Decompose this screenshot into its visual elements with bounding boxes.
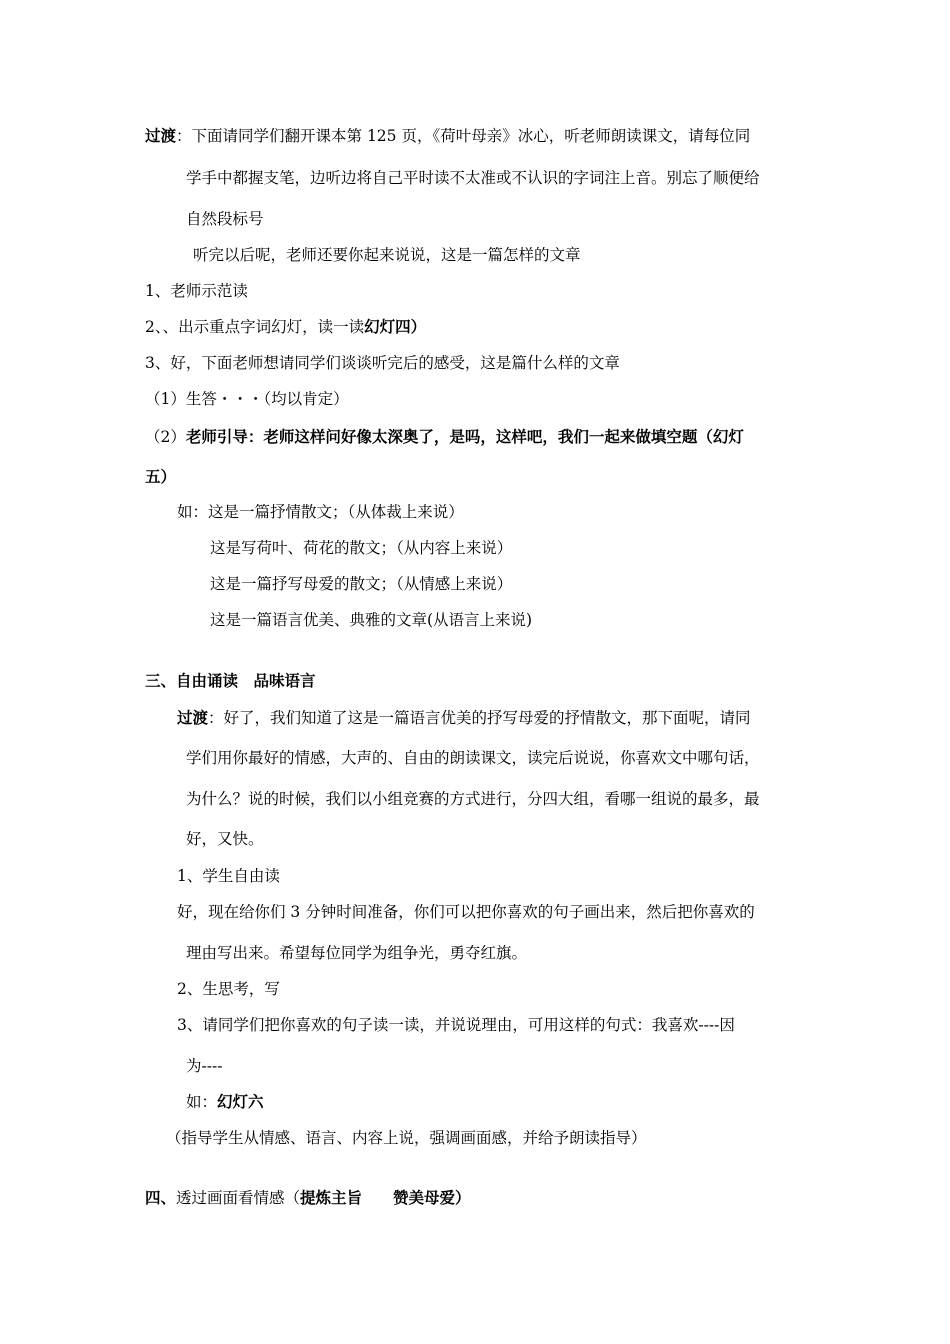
text-line <box>186 209 264 229</box>
line-tail: 老师引导：老师这样问好像太深奥了，是吗，这样吧，我们一起来做填空题（幻灯 <box>185 427 744 446</box>
text-line <box>145 389 349 409</box>
text-line <box>186 789 760 809</box>
line-text: 3、好，下面老师想请同学们谈谈听完后的感受，这是篇什么样的文章 <box>145 354 620 372</box>
line-text: ：好了，我们知道了这是一篇语言优美的抒写母爱的抒情散文，那下面呢，请同 <box>208 709 751 727</box>
line-text: 如： <box>186 1093 218 1111</box>
line-text: 听完以后呢，老师还要你起来说说，这是一篇怎样的文章 <box>193 246 581 264</box>
text-line <box>145 467 176 487</box>
line-lead: 五） <box>145 467 177 486</box>
line-text: 这是写荷叶、荷花的散文；（从内容上来说） <box>210 539 513 557</box>
text-line <box>210 574 512 594</box>
line-text: 1、学生自由读 <box>177 867 280 885</box>
text-line <box>177 708 751 728</box>
text-line <box>145 353 620 373</box>
line-text: 理由写出来。希望每位同学为组争光，勇夺红旗。 <box>186 944 528 962</box>
line-tail: 幻灯六 <box>217 1092 264 1111</box>
text-line <box>186 1056 222 1076</box>
line-text: 这是一篇语言优美、典雅的文章(从语言上来说) <box>210 611 533 629</box>
line-text: （2） <box>145 428 186 446</box>
line-tail: 提炼主旨 赞美母爱） <box>300 1188 471 1207</box>
text-line <box>186 168 760 188</box>
text-line <box>177 1015 735 1035</box>
line-text: 如：这是一篇抒情散文；（从体裁上来说） <box>177 503 464 521</box>
line-tail: 幻灯四） <box>364 317 427 336</box>
line-text: 透过画面看情感（ <box>176 1189 301 1207</box>
line-text: ：下面请同学们翻开课本第 125 页，《荷叶母亲》冰心，听老师朗读课文，请每位同 <box>176 127 751 145</box>
text-line <box>145 317 426 337</box>
text-line <box>177 979 280 999</box>
text-line <box>210 538 512 558</box>
text-line <box>186 1092 264 1112</box>
line-text: 这是一篇抒写母爱的散文；（从情感上来说） <box>210 575 513 593</box>
line-lead: 过渡 <box>145 126 177 145</box>
section-heading <box>145 671 316 691</box>
line-text: 3、请同学们把你喜欢的句子读一读，并说说理由，可用这样的句式：我喜欢----因 <box>177 1016 735 1034</box>
section-heading <box>145 1188 471 1208</box>
text-line <box>186 943 527 963</box>
text-line <box>145 126 750 146</box>
line-lead: 四、 <box>145 1188 177 1207</box>
line-text: 好，又快。 <box>186 830 264 848</box>
line-text: 学们用你最好的情感，大声的、自由的朗读课文，读完后说说，你喜欢文中哪句话， <box>186 749 760 767</box>
text-line <box>210 610 532 630</box>
line-text: 自然段标号 <box>186 210 264 228</box>
line-text: 为---- <box>186 1057 223 1075</box>
line-text: 1、老师示范读 <box>145 282 248 300</box>
line-text: （指导学生从情感、语言、内容上说，强调画面感，并给予朗读指导） <box>166 1129 647 1147</box>
line-lead: 过渡 <box>177 708 209 727</box>
text-line <box>145 427 744 447</box>
text-line <box>186 829 264 849</box>
text-line <box>193 245 581 265</box>
text-line <box>166 1128 647 1148</box>
text-line <box>177 866 280 886</box>
line-text: （1）生答・・・（均以肯定） <box>145 390 349 408</box>
line-text: 好，现在给你们 3 分钟时间准备，你们可以把你喜欢的句子画出来，然后把你喜欢的 <box>177 903 755 921</box>
text-line <box>177 502 464 522</box>
line-text: 学手中都握支笔，边听边将自己平时读不太准或不认识的字词注上音。别忘了顺便给 <box>186 169 760 187</box>
line-lead: 三、自由诵读 品味语言 <box>145 671 316 690</box>
text-line <box>186 748 760 768</box>
line-text: 2、生思考，写 <box>177 980 280 998</box>
text-line <box>145 281 248 301</box>
line-text: 2、、出示重点字词幻灯，读一读 <box>145 318 365 336</box>
text-line <box>177 902 755 922</box>
line-text: 为什么？说的时候，我们以小组竞赛的方式进行，分四大组，看哪一组说的最多，最 <box>186 790 760 808</box>
